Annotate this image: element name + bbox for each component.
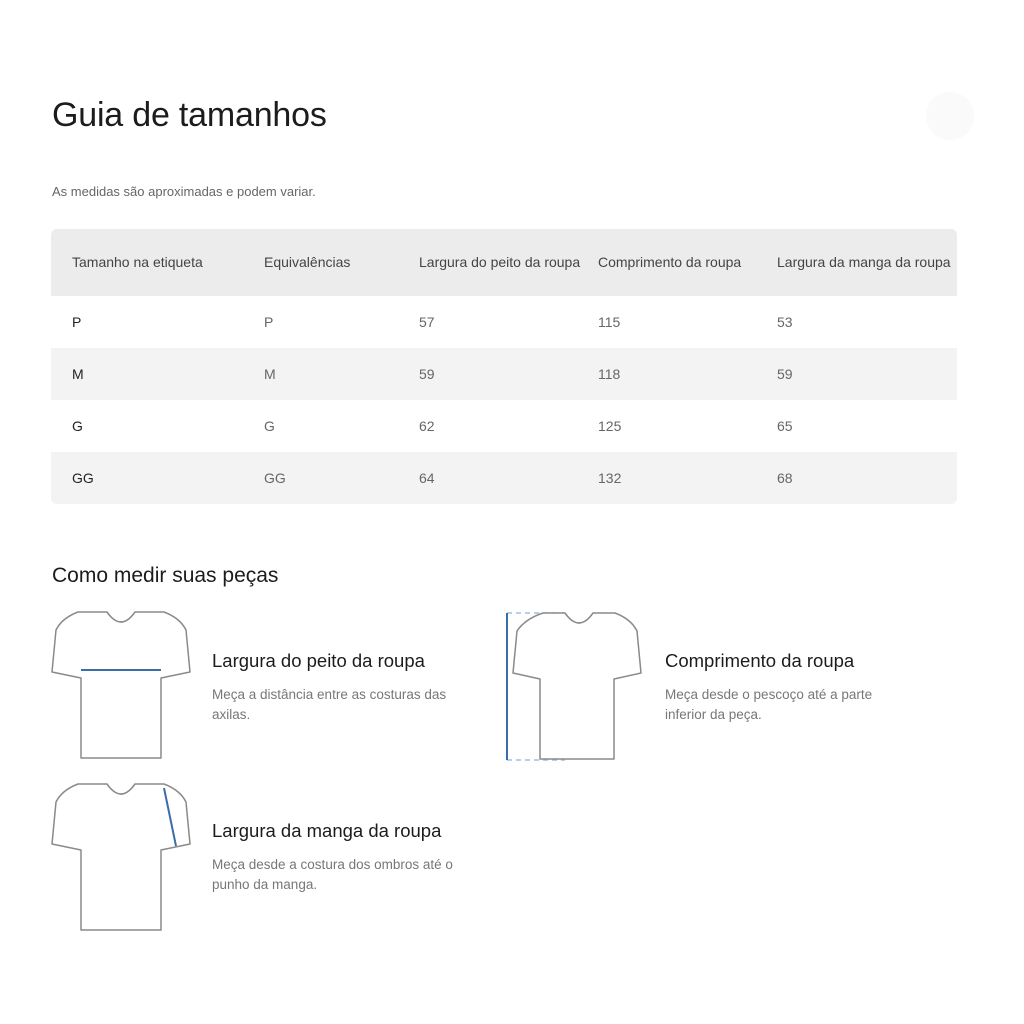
close-button[interactable] xyxy=(926,92,974,140)
table-row xyxy=(51,452,957,504)
page-title: Guia de tamanhos xyxy=(52,96,327,134)
guide-description: Meça desde o pescoço até a parte inferior da peça. xyxy=(665,687,873,722)
table-cell: 118 xyxy=(598,348,777,400)
column-header: Largura do peito da roupa xyxy=(419,229,598,296)
table-row xyxy=(51,296,957,348)
table-cell: 62 xyxy=(419,418,435,434)
table-cell: G xyxy=(264,418,275,434)
table-cell: 125 xyxy=(598,418,622,434)
guide-length xyxy=(503,610,923,766)
table-cell-size: GG xyxy=(51,452,264,504)
guide-title: Largura da manga da roupa xyxy=(212,820,442,841)
table-cell: GG xyxy=(264,452,419,504)
how-to-measure-title: Como medir suas peças xyxy=(52,564,279,587)
table-cell: 59 xyxy=(777,348,957,400)
column-header: Tamanho na etiqueta xyxy=(51,229,264,296)
table-cell: 57 xyxy=(419,314,435,330)
column-header: Equivalências xyxy=(264,229,419,296)
table-cell-size: P xyxy=(72,314,82,330)
size-table xyxy=(51,229,957,504)
table-row xyxy=(51,348,957,400)
table-cell: 53 xyxy=(777,314,793,330)
tshirt-length-measure-icon xyxy=(503,610,645,766)
column-header: Comprimento da roupa xyxy=(598,229,777,296)
tshirt-chest-measure-icon xyxy=(50,610,192,762)
table-cell: P xyxy=(264,314,274,330)
table-cell-size: G xyxy=(72,418,83,434)
guide-description: Meça a distância entre as costuras das axilas. xyxy=(212,687,447,722)
table-cell: 59 xyxy=(419,348,598,400)
table-cell: 132 xyxy=(598,452,777,504)
table-header-row xyxy=(51,229,957,296)
tshirt-sleeve-measure-icon xyxy=(50,780,192,932)
table-row xyxy=(51,400,957,452)
table-cell: M xyxy=(264,348,419,400)
guide-chest-width xyxy=(50,610,470,766)
table-cell: 65 xyxy=(777,418,793,434)
column-header: Largura da manga da roupa xyxy=(777,229,957,296)
guide-title: Largura do peito da roupa xyxy=(212,650,425,671)
table-cell: 115 xyxy=(598,314,621,330)
table-cell-size: M xyxy=(51,348,264,400)
guide-description: Meça desde a costura dos ombros até o punho da manga. xyxy=(212,857,453,892)
table-cell: 64 xyxy=(419,452,598,504)
guide-sleeve-width xyxy=(50,780,470,936)
guide-title: Comprimento da roupa xyxy=(665,650,855,671)
measurement-note: As medidas são aproximadas e podem variar. xyxy=(52,184,316,199)
table-cell: 68 xyxy=(777,452,957,504)
